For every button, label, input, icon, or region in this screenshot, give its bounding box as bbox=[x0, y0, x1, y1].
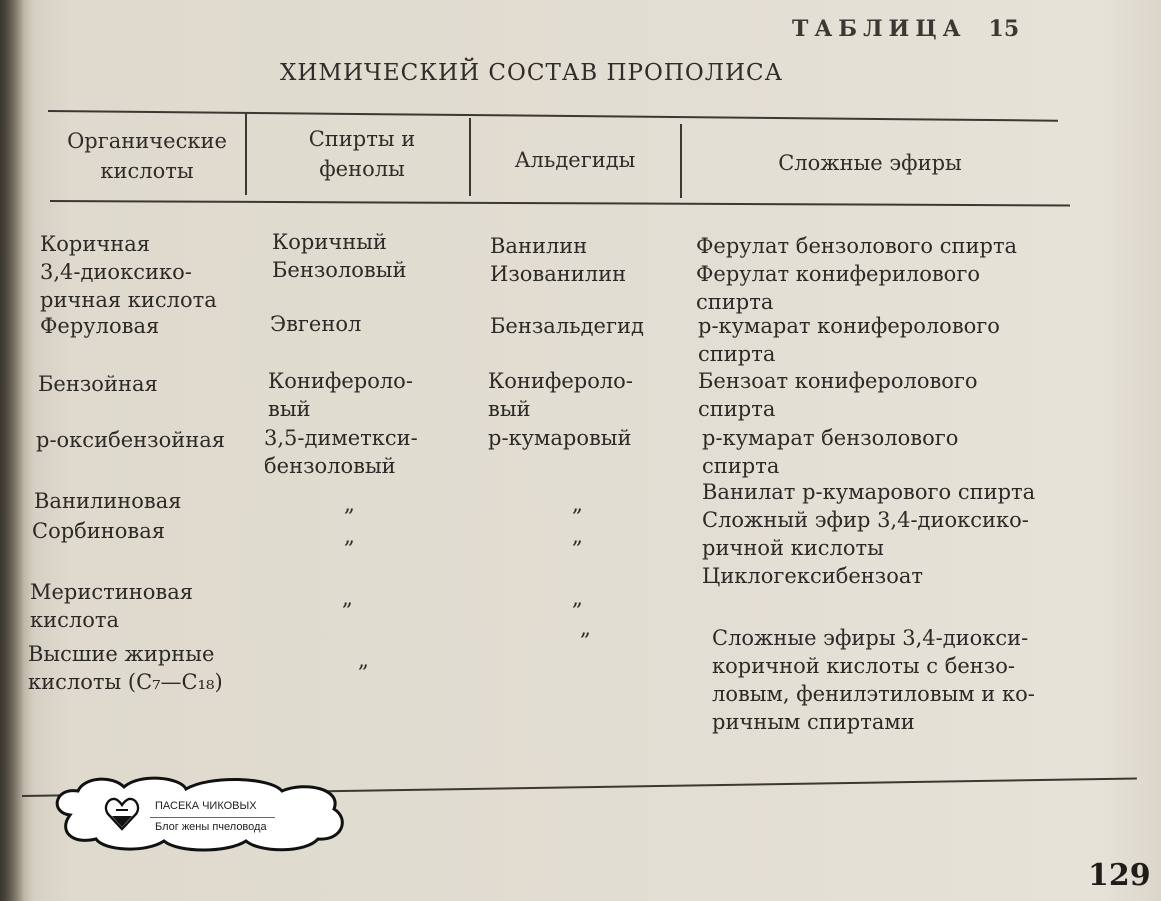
header-divider-2 bbox=[469, 118, 471, 196]
acid-cell: Бензойная bbox=[38, 372, 158, 396]
acid-cell: Коричная 3,4-диоксико- ричная кислота bbox=[40, 232, 217, 312]
logo-divider bbox=[150, 817, 275, 818]
alcohol-cell: 3,5-диметкси- бензоловый bbox=[264, 426, 418, 478]
header-divider-3 bbox=[680, 124, 682, 198]
alcohol-cell: „ bbox=[344, 524, 355, 548]
ester-cell: р-кумарат бензолового спирта bbox=[702, 426, 959, 478]
table-top-rule bbox=[48, 110, 1058, 122]
aldehyde-cell: р-кумаровый bbox=[488, 426, 632, 450]
header-aldehydes: Альдегиды bbox=[514, 148, 636, 172]
ester-cell: Ванилат р-кумарового спирта Сложный эфир 3,4-диоксико- ричной кислоты Циклогексибензоат bbox=[702, 480, 1036, 588]
alcohol-cell: „ bbox=[358, 648, 369, 672]
ester-cell: р-кумарат конифероловогo спирта bbox=[698, 314, 1000, 366]
acid-cell: р-оксибензойная bbox=[36, 428, 225, 452]
aldehyde-cell: „ bbox=[572, 492, 583, 516]
aldehyde-cell: „ bbox=[572, 524, 583, 548]
apiary-logo bbox=[50, 775, 350, 853]
book-gutter-shadow bbox=[0, 0, 24, 901]
aldehyde-cell: Бензальдегид bbox=[490, 314, 644, 338]
table-label bbox=[792, 16, 1019, 42]
aldehyde-cell: Ванилин Изованилин bbox=[490, 234, 627, 286]
alcohol-cell: Эвгенол bbox=[270, 312, 362, 336]
ester-cell: Ферулат бензолового спирта Ферулат конифериловогo спирта bbox=[696, 234, 1018, 314]
logo-subtitle: Блог жены пчеловода bbox=[155, 821, 267, 833]
ester-cell: Сложные эфиры 3,4-диокси- коричной кислоты с бензо- ловым, фенилэтиловым и ко- ричным спиртами bbox=[712, 626, 1035, 734]
page-number: 129 bbox=[1088, 858, 1151, 893]
acid-cell: Сорбиновая bbox=[32, 519, 166, 543]
alcohol-cell: „ bbox=[344, 492, 355, 516]
aldehyde-cell: „ bbox=[572, 586, 583, 610]
alcohol-cell: Коричный Бензоловый bbox=[272, 230, 407, 282]
aldehyde-cell: Конифероло- вый bbox=[488, 369, 633, 421]
header-bottom-rule bbox=[50, 200, 1070, 206]
header-divider-1 bbox=[245, 113, 247, 195]
ester-cell: Бензоат конифероловогo спирта bbox=[698, 369, 978, 421]
logo-title: ПАСЕКА ЧИКОВЫХ bbox=[155, 800, 257, 812]
header-esters: Сложные эфиры bbox=[778, 151, 962, 175]
table-number: 15 bbox=[988, 16, 1020, 42]
table-title: ХИМИЧЕСКИЙ СОСТАВ ПРОПОЛИСА bbox=[280, 60, 784, 86]
header-alcohols-phenols: Спирты и фенолы bbox=[308, 127, 416, 181]
acid-cell: Ванилиновая bbox=[34, 489, 182, 513]
acid-cell: Феруловая bbox=[40, 314, 160, 338]
acid-cell: Меристиновая кислота bbox=[30, 580, 193, 632]
alcohol-cell: Конифероло- вый bbox=[268, 369, 413, 421]
acid-cell: Высшие жирные кислоты (C₇—C₁₈) bbox=[28, 642, 223, 694]
header-organic-acids: Органические кислоты bbox=[67, 129, 227, 183]
table-label-text: ТАБЛИЦА bbox=[792, 16, 967, 42]
alcohol-cell: „ bbox=[342, 586, 353, 610]
aldehyde-cell: „ bbox=[580, 616, 591, 640]
